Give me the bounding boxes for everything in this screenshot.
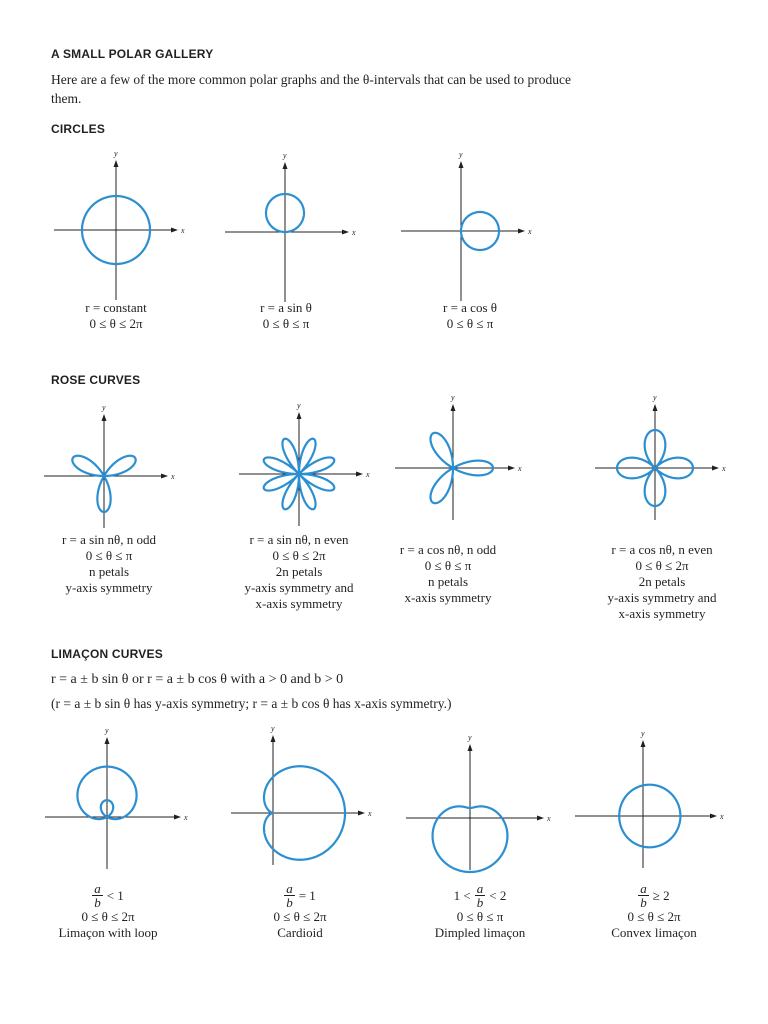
intro-paragraph: Here are a few of the more common polar graphs and the θ-intervals that can be used to produce them.	[51, 72, 572, 106]
fraction-denominator: b	[94, 895, 101, 910]
fraction-denominator: b	[476, 895, 484, 910]
caption-line: 0 ≤ θ ≤ π	[424, 558, 472, 573]
ratio-condition	[638, 882, 669, 909]
caption-line: r = a cos nθ, n even	[611, 542, 713, 557]
caption-interval: 0 ≤ θ ≤ π	[446, 316, 494, 331]
caption-line: y-axis symmetry and	[607, 590, 717, 605]
limacon-equation: r = a ± b sin θ or r = a ± b cos θ with a > 0 and b > 0	[51, 672, 344, 687]
y-axis-label: y	[451, 393, 455, 402]
y-axis-label: y	[297, 401, 301, 410]
x-axis-label: x	[366, 470, 370, 479]
fraction-numerator: a	[476, 881, 484, 896]
caption-line: r = a cos nθ, n odd	[399, 542, 497, 557]
caption-line: 2n petals	[638, 574, 686, 589]
ratio-prefix: 1 <	[453, 887, 471, 903]
convex-limacon-caption	[594, 882, 714, 941]
x-axis-label: x	[547, 814, 551, 823]
limacon-loop-caption	[48, 882, 168, 941]
ratio-suffix: < 2	[489, 887, 507, 903]
caption-line: y-axis symmetry	[65, 580, 153, 595]
fraction-denominator: b	[640, 895, 647, 910]
caption-name: Dimpled limaçon	[434, 925, 526, 940]
x-axis-label: x	[368, 809, 372, 818]
caption-line: 0 ≤ θ ≤ 2π	[635, 558, 689, 573]
caption-line: 0 ≤ θ ≤ 2π	[272, 548, 326, 563]
ratio-fraction	[475, 882, 486, 909]
fraction-numerator: a	[286, 881, 293, 896]
caption-line: x-axis symmetry	[404, 590, 492, 605]
caption-line: 0 ≤ θ ≤ π	[85, 548, 133, 563]
caption-name: Cardioid	[277, 925, 323, 940]
caption-name: Convex limaçon	[611, 925, 697, 940]
caption-name: Limaçon with loop	[58, 925, 158, 940]
caption-line: n petals	[88, 564, 130, 579]
caption-equation: r = a sin θ	[260, 300, 312, 315]
y-axis-label: y	[653, 393, 657, 402]
caption-line: r = a sin nθ, n odd	[61, 532, 157, 547]
x-axis-label: x	[352, 228, 356, 237]
x-axis-label: x	[722, 464, 726, 473]
y-axis-label: y	[105, 726, 109, 735]
y-axis-label: y	[271, 724, 275, 733]
caption-line: x-axis symmetry	[618, 606, 706, 621]
caption-equation: r = constant	[85, 300, 147, 315]
caption-interval: 0 ≤ θ ≤ π	[262, 316, 310, 331]
x-axis-arrow	[710, 814, 717, 819]
caption-interval: 0 ≤ θ ≤ π	[456, 909, 504, 924]
x-axis-label: x	[184, 813, 188, 822]
x-axis-label: x	[720, 812, 724, 821]
ratio-fraction	[284, 882, 295, 909]
caption-line: r = a sin nθ, n even	[249, 532, 349, 547]
x-axis-label: x	[518, 464, 522, 473]
caption-line: y-axis symmetry and	[244, 580, 354, 595]
caption-line: n petals	[427, 574, 469, 589]
y-axis-label: y	[459, 150, 463, 159]
ratio-condition	[454, 882, 507, 909]
ratio-suffix: = 1	[298, 887, 316, 903]
ratio-suffix: < 1	[106, 887, 124, 903]
caption-line: x-axis symmetry	[255, 596, 343, 611]
y-axis-label: y	[641, 729, 645, 738]
caption-interval: 0 ≤ θ ≤ 2π	[273, 909, 327, 924]
ratio-fraction	[92, 882, 103, 909]
ratio-fraction	[638, 882, 649, 909]
y-axis-label: y	[102, 403, 106, 412]
rose-heading: ROSE CURVES	[51, 373, 141, 387]
caption-interval: 0 ≤ θ ≤ 2π	[81, 909, 135, 924]
y-axis-arrow	[641, 740, 646, 747]
ratio-condition	[92, 882, 124, 909]
x-axis-label: x	[171, 472, 175, 481]
x-axis-label: x	[528, 227, 532, 236]
limacon-symmetry-note: (r = a ± b sin θ has y-axis symmetry; r = a ± b cos θ has x-axis symmetry.)	[51, 696, 452, 711]
caption-line: 2n petals	[275, 564, 323, 579]
page-title: A SMALL POLAR GALLERY	[51, 47, 214, 61]
circles-heading: CIRCLES	[51, 122, 106, 136]
y-axis-label: y	[283, 151, 287, 160]
caption-interval: 0 ≤ θ ≤ 2π	[89, 316, 143, 331]
ratio-suffix: ≥ 2	[652, 887, 670, 903]
caption-interval: 0 ≤ θ ≤ 2π	[627, 909, 681, 924]
caption-equation: r = a cos θ	[443, 300, 497, 315]
fraction-denominator: b	[286, 895, 293, 910]
fraction-numerator: a	[640, 881, 647, 896]
ratio-condition	[284, 882, 316, 909]
y-axis-label: y	[468, 733, 472, 742]
cardioid-caption	[240, 882, 360, 941]
y-axis-label: y	[114, 149, 118, 158]
limacon-heading: LIMAÇON CURVES	[51, 647, 163, 661]
dimpled-limacon-caption	[420, 882, 540, 941]
x-axis-label: x	[181, 226, 185, 235]
fraction-numerator: a	[94, 881, 101, 896]
